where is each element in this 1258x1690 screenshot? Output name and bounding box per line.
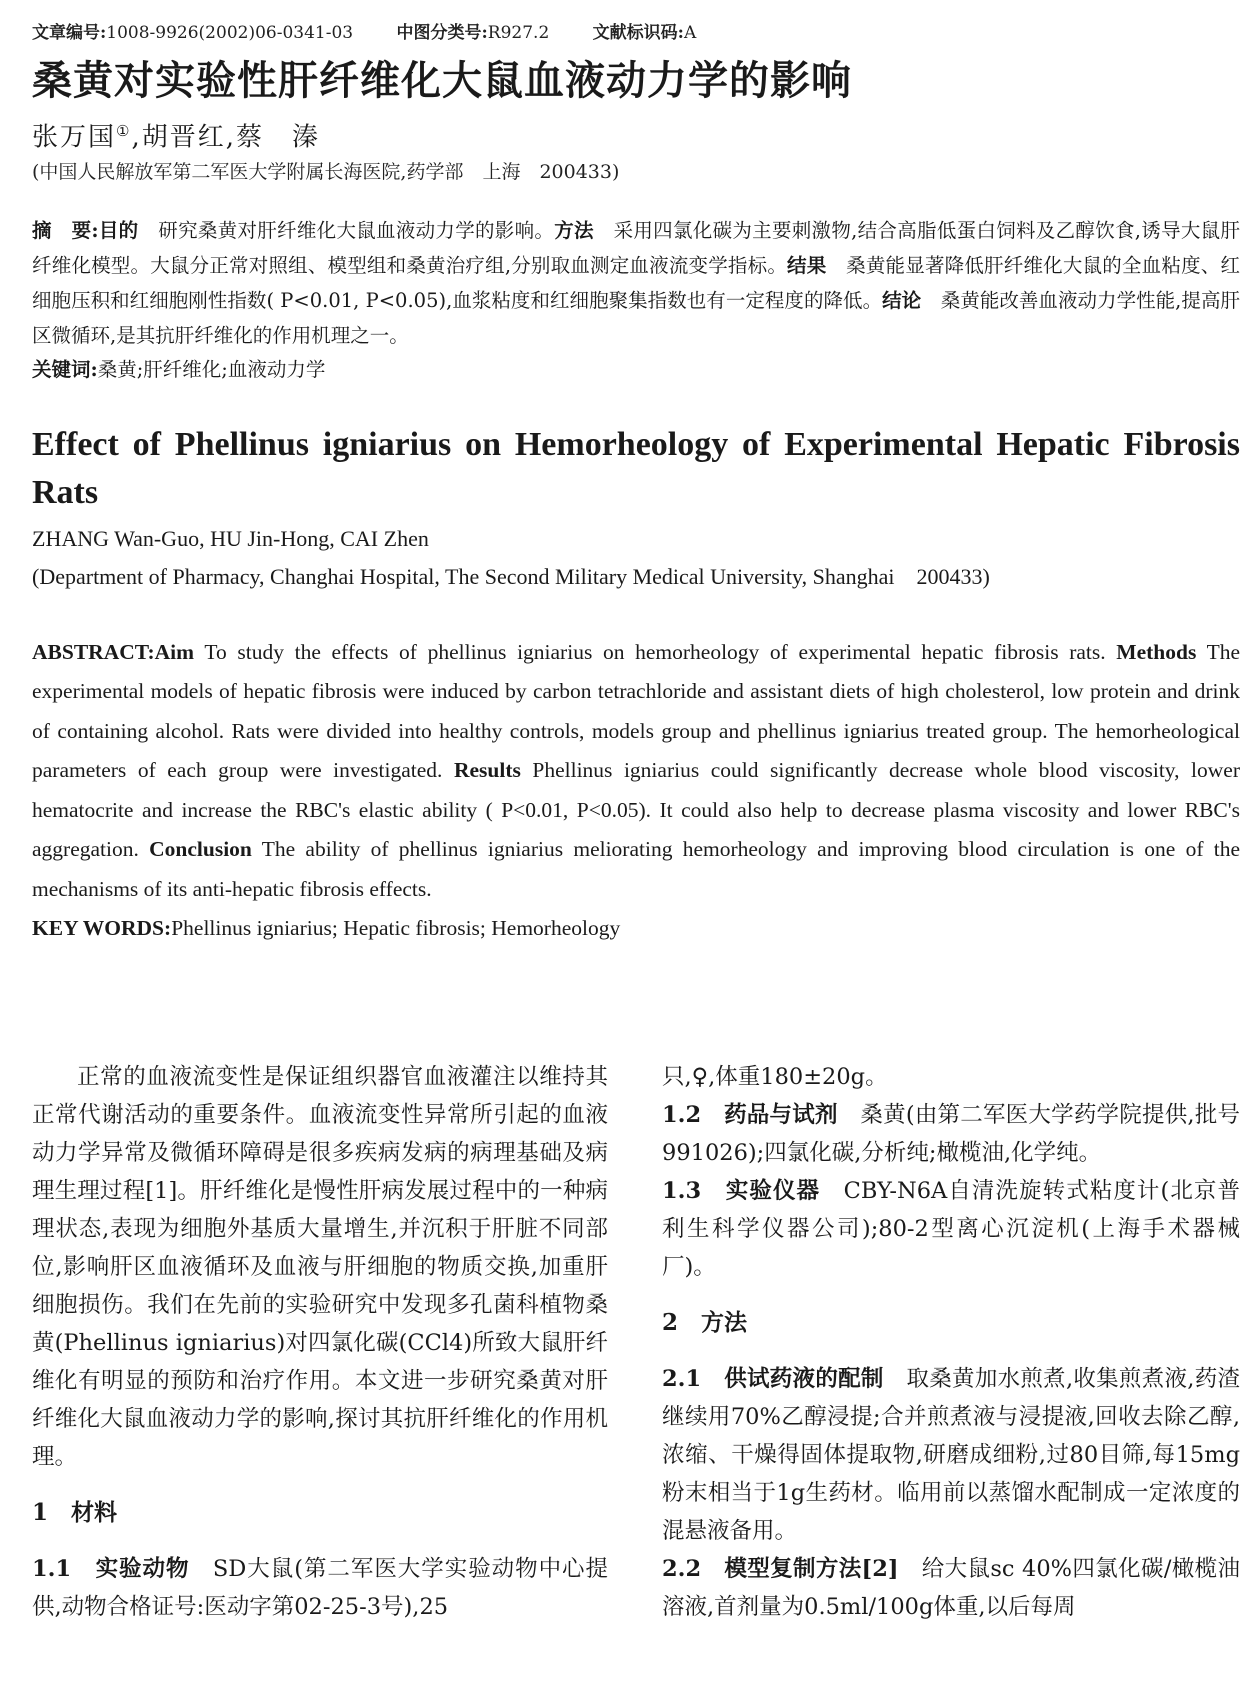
authors-chinese: 张万国①,胡晋红,蔡 溱 — [32, 122, 320, 153]
intro-paragraph: 正常的血液流变性是保证组织器官血液灌注以维持其正常代谢活动的重要条件。血液流变性异常所引起的血液动力学异常及微循环障碍是很多疾病发病的病理基础及病理生理过程[1]。肝纤维化是慢性肝病发展过程中的一种病理状态,表现为细胞外基质大量增生,并沉积于肝脏不同部位,影响肝区血液循环及血液与肝细胞的物质交换,加重肝细胞损伤。我们在先前的实验研究中发现多孔菌科植物桑黄(Phellinus igniarius)对四氯化碳(CCl4)所致大鼠肝纤维化有明显的预防和治疗作用。本文进一步研究桑黄对肝纤维化大鼠血液动力学的影响,探讨其抗肝纤维化的作用机理。 — [32, 1064, 608, 1470]
section-heading-materials: 1 材料 — [32, 1499, 118, 1526]
body-column-right — [662, 1058, 1240, 1626]
subsection-1-1-continued: 只,♀,体重180±20g。 — [662, 1064, 888, 1090]
authors-english: ZHANG Wan-Guo, HU Jin-Hong, CAI Zhen — [32, 525, 429, 551]
subsection-1-1: 1.1 实验动物 SD大鼠(第二军医大学实验动物中心提供,动物合格证号:医动字第02-25-3号),25 — [32, 1556, 608, 1620]
subsection-2-1: 2.1 供试药液的配制 取桑黄加水煎煮,收集煎煮液,药渣继续用70%乙醇浸提;合并煎煮液与浸提液,回收去除乙醇,浓缩、干燥得固体提取物,研磨成细粉,过80目筛,每15mg粉末相当于1g生药材。临用前以蒸馏水配制成一定浓度的混悬液备用。 — [662, 1366, 1240, 1544]
author-footnote-mark: ① — [116, 122, 132, 140]
keywords-english: KEY WORDS:Phellinus igniarius; Hepatic fibrosis; Hemorheology — [32, 916, 621, 941]
paper-page — [32, 18, 1240, 947]
section-heading-methods: 2 方法 — [662, 1309, 748, 1336]
abstract-chinese: 摘 要:目的 研究桑黄对肝纤维化大鼠血液动力学的影响。方法 采用四氯化碳为主要刺激物,结合高脂低蛋白饲料及乙醇饮食,诱导大鼠肝纤维化模型。大鼠分正常对照组、模型组和桑黄治疗组,分别取血测定血液流变学指标。结果 桑黄能显著降低肝纤维化大鼠的全血粘度、红细胞压积和红细胞刚性指数( P<0.01, P<0.05),血浆粘度和红细胞聚集指数也有一定程度的降低。结论 桑黄能改善血液动力学性能,提高肝区微循环,是其抗肝纤维化的作用机理之一。 — [32, 218, 1240, 347]
keywords-chinese: 关键词:桑黄;肝纤维化;血液动力学 — [32, 357, 326, 381]
title-chinese: 桑黄对实验性肝纤维化大鼠血液动力学的影响 — [32, 57, 852, 104]
title-english: Effect of Phellinus igniarius on Hemorheology of Experimental Hepatic Fibrosis Rats — [32, 425, 1240, 511]
article-number: 文章编号:1008-9926(2002)06-0341-03 — [32, 23, 354, 43]
affiliation-english: (Department of Pharmacy, Changhai Hospital, The Second Military Medical University, Shanghai 200433) — [32, 563, 990, 589]
subsection-2-2: 2.2 模型复制方法[2] 给大鼠sc 40%四氯化碳/橄榄油溶液,首剂量为0.5ml/100g体重,以后每周 — [662, 1556, 1240, 1620]
body-column-left — [32, 1058, 608, 1626]
abstract-english: ABSTRACT:Aim To study the effects of phellinus igniarius on hemorheology of experimental hepatic fibrosis rats. Methods The experimental models of hepatic fibrosis were induced by carbon tetrachloride and assistant diets of high cholesterol, low protein and drink of containing alcohol. Rats were divided into healthy controls, models group and phellinus igniarius treated group. The hemorheological parameters of each group were investigated. Results Phellinus igniarius could significantly decrease whole blood viscosity, lower hematocrite and increase the RBC's elastic ability ( P<0.01, P<0.05). It could also help to decrease plasma viscosity and lower RBC's aggregation. Conclusion The ability of phellinus igniarius meliorating hemorheology and improving blood circulation is one of the mechanisms of its anti-hepatic fibrosis effects. — [32, 639, 1240, 901]
clc-number: 中图分类号:R927.2 — [396, 23, 550, 43]
affiliation-chinese: (中国人民解放军第二军医大学附属长海医院,药学部 上海 200433) — [32, 160, 620, 183]
article-meta — [32, 18, 1240, 48]
document-code: 文献标识码:A — [592, 23, 697, 43]
subsection-1-3: 1.3 实验仪器 CBY-N6A自清洗旋转式粘度计(北京普利生科学仪器公司);80-2型离心沉淀机(上海手术器械厂)。 — [662, 1178, 1240, 1280]
subsection-1-2: 1.2 药品与试剂 桑黄(由第二军医大学药学院提供,批号991026);四氯化碳,分析纯;橄榄油,化学纯。 — [662, 1102, 1240, 1166]
